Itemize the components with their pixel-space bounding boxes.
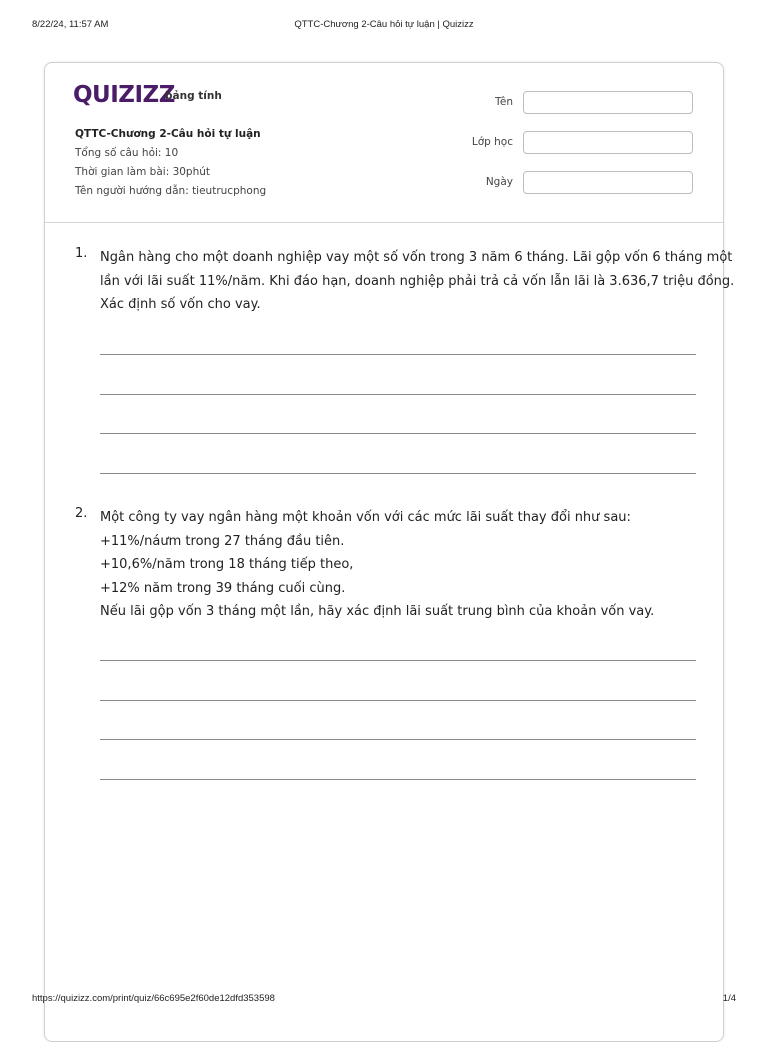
answer-line[interactable] [100,433,696,434]
quiz-total-questions: Tổng số câu hỏi: 10 [75,147,179,159]
quiz-instructor: Tên người hướng dẫn: tieutrucphong [75,185,267,197]
question-number: 1. [75,246,88,261]
answer-line[interactable] [100,700,696,701]
answer-line[interactable] [100,354,696,355]
answer-line[interactable] [100,473,696,474]
print-page-title: QTTC-Chương 2-Câu hỏi tự luận | Quizizz [294,19,474,30]
sheet-type-label: bảng tính [165,90,222,102]
date-field[interactable] [523,171,693,194]
answer-line[interactable] [100,779,696,780]
question-text-line: Nếu lãi gộp vốn 3 tháng một lần, hãy xác định lãi suất trung bình của khoản vốn vay. [100,604,655,619]
quizizz-logo: QUIZIZZ [73,82,175,108]
question-text-line: lần với lãi suất 11%/năm. Khi đáo hạn, doanh nghiệp phải trả cả vốn lẫn lãi là 3.636,7 triệu đồng. [100,273,735,289]
print-page-number: 1/4 [722,993,736,1004]
print-url: https://quizizz.com/print/quiz/66c695e2f60de12dfd353598 [32,993,275,1004]
quiz-title: QTTC-Chương 2-Câu hỏi tự luận [75,128,261,140]
question-text-line: Ngân hàng cho một doanh nghiệp vay một số vốn trong 3 năm 6 tháng. Lãi gộp vốn 6 tháng một [100,250,733,265]
question-text-line: +10,6%/năm trong 18 tháng tiếp theo, [100,557,354,572]
date-label: Ngày [485,176,513,188]
quiz-meta [75,125,266,201]
worksheet-header [45,63,723,223]
question-1 [75,246,735,476]
question-text-line: +11%/náưm trong 27 tháng đầu tiên. [100,533,345,549]
print-datetime: 8/22/24, 11:57 AM [32,19,109,30]
name-field[interactable] [523,91,693,114]
answer-line[interactable] [100,739,696,740]
question-number: 2. [75,506,88,521]
answer-line[interactable] [100,394,696,395]
question-text-line: Xác định số vốn cho vay. [100,297,261,312]
question-2 [75,506,695,786]
answer-line[interactable] [100,660,696,661]
class-field[interactable] [523,131,693,154]
class-label: Lớp học [471,136,513,148]
question-text [100,506,695,624]
question-text-line: Một công ty vay ngân hàng một khoản vốn với các mức lãi suất thay đổi như sau: [100,510,631,525]
question-text [100,246,735,317]
question-text-line: +12% năm trong 39 tháng cuối cùng. [100,580,346,596]
quiz-time-limit: Thời gian làm bài: 30phút [75,166,211,178]
name-label: Tên [494,96,513,108]
